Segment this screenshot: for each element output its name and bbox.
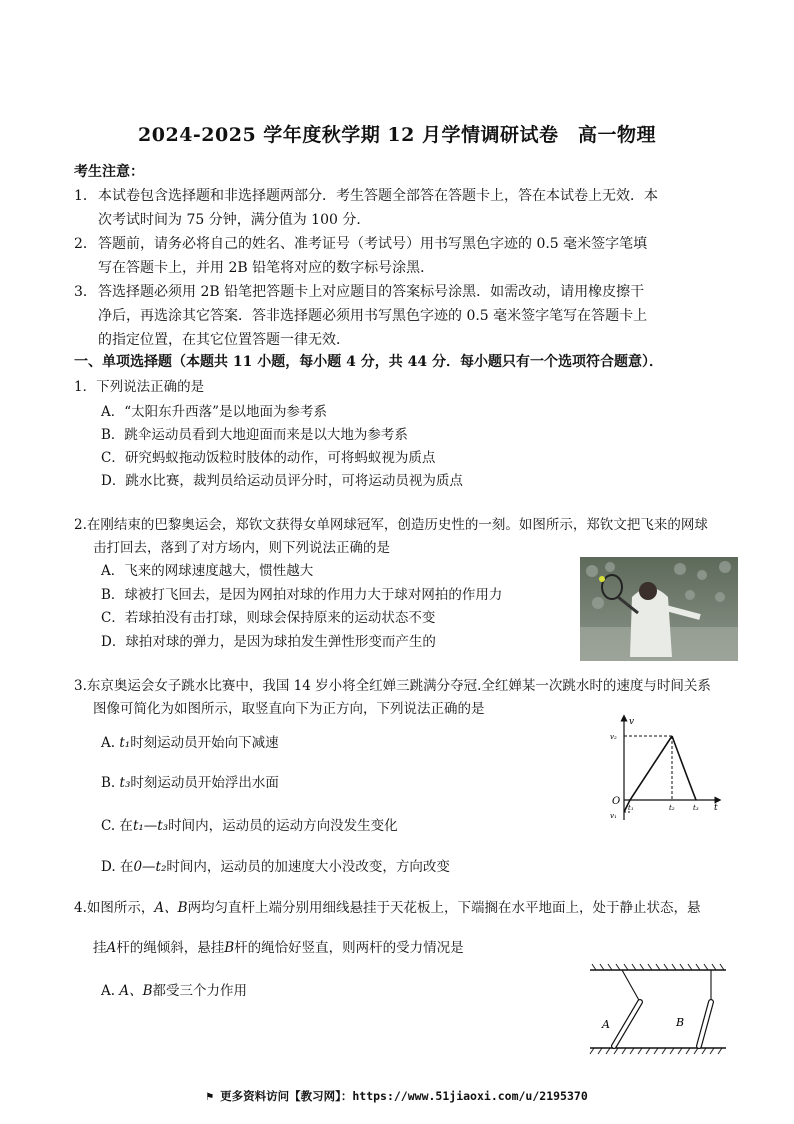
question-3-option-a bbox=[101, 731, 279, 751]
notice-line: 本试卷包含选择题和非选择题两部分．考生答题全部答在答题卡上，答在本试卷上无效．本 bbox=[98, 188, 658, 204]
t-label: t bbox=[714, 803, 718, 813]
question-3-option-d bbox=[101, 855, 450, 875]
math-symbol: A、B bbox=[154, 900, 188, 916]
notice-line: 次考试时间为 75 分钟，满分值为 100 分． bbox=[98, 212, 371, 228]
option-text: 时刻运动员开始向下减速 bbox=[130, 735, 279, 751]
option-letter: D. 在 bbox=[101, 859, 134, 875]
footer-text: 更多资料访问【教习网】：https://www.51jiaoxi.com/u/2195370 bbox=[220, 1089, 588, 1103]
option-letter: C. 在 bbox=[101, 818, 133, 834]
tennis-photo bbox=[580, 557, 738, 661]
option-letter: A. bbox=[101, 983, 116, 999]
stem-text: 4.如图所示， bbox=[74, 900, 155, 916]
math-symbol: t₁—t₃ bbox=[132, 818, 169, 834]
option-letter: A. bbox=[101, 735, 116, 751]
notice-item-2 bbox=[74, 232, 724, 280]
stem-text: 两均匀直杆上端分别用细线悬挂于天花板上，下端搁在水平地面上，处于静止状态，悬 bbox=[187, 900, 701, 916]
option-letter: B. bbox=[101, 775, 116, 791]
notice-line: 答选择题必须用 2B 铅笔把答题卡上对应题目的答案标号涂黑．如需改动，请用橡皮擦干 bbox=[98, 284, 645, 300]
hanging-rods-figure bbox=[586, 962, 732, 1058]
notice-line: 写在答题卡上，并用 2B 铅笔将对应的数字标号涂黑． bbox=[98, 260, 435, 276]
t1-label: t₁ bbox=[628, 804, 634, 812]
notice-line: 净后，再选涂其它答案．答非选择题必须用书写黑色字迹的 0.5 毫米签字笔写在答题卡上 bbox=[98, 308, 648, 324]
ground-hatching bbox=[590, 1048, 722, 1054]
question-4-stem bbox=[74, 896, 701, 916]
rod-b bbox=[699, 1002, 711, 1046]
rod-a-label: A bbox=[602, 1018, 610, 1031]
page-title: 2024-2025 学年度秋学期 12 月学情调研试卷 高一物理 bbox=[138, 124, 656, 146]
v2-label: v₂ bbox=[610, 733, 617, 741]
question-2-option-c: C．若球拍没有击打球，则球会保持原来的运动状态不变 bbox=[101, 610, 436, 626]
question-3-stem: 3.东京奥运会女子跳水比赛中，我国 14 岁小将全红婵三跳满分夺冠.全红婵某一次跳水时的速度与时间关系 bbox=[74, 678, 711, 694]
stem-text: 杆的绳恰好竖直，则两杆的受力情况是 bbox=[234, 940, 464, 956]
question-1-option-c: C．研究蚂蚁拖动饭粒时肢体的动作，可将蚂蚁视为质点 bbox=[101, 450, 436, 466]
math-symbol: t₃ bbox=[119, 775, 131, 791]
rope-a bbox=[622, 970, 640, 1002]
v-label: v bbox=[629, 717, 635, 727]
question-3-stem: 图像可简化为如图所示，取竖直向下为正方向，下列说法正确的是 bbox=[93, 701, 485, 717]
question-4-option-a bbox=[101, 979, 247, 999]
math-symbol: t₁ bbox=[119, 735, 131, 751]
option-text: 时刻运动员开始浮出水面 bbox=[130, 775, 279, 791]
math-symbol: B bbox=[224, 940, 235, 956]
notice-item-1 bbox=[74, 184, 724, 232]
question-2-option-a: A．飞来的网球速度越大，惯性越大 bbox=[101, 563, 314, 579]
origin-label: O bbox=[612, 796, 621, 807]
ceiling-hatching bbox=[592, 964, 724, 970]
notice-heading: 考生注意： bbox=[74, 164, 144, 180]
question-2-option-b: B．球被打飞回去，是因为网拍对球的作用力大于球对网拍的作用力 bbox=[101, 587, 503, 603]
tennis-player-image bbox=[580, 557, 738, 661]
question-3-option-b bbox=[101, 771, 279, 791]
question-2-option-d: D．球拍对球的弹力，是因为球拍发生弹性形变而产生的 bbox=[101, 634, 436, 650]
t2-label: t₂ bbox=[669, 804, 675, 812]
stem-text: 杆的绳倾斜，悬挂 bbox=[116, 940, 225, 956]
question-1-option-a: A．“太阳东升西落”是以地面为参考系 bbox=[101, 404, 328, 420]
question-2-stem: 击打回去，落到了对方场内，则下列说法正确的是 bbox=[93, 540, 390, 556]
rod-a bbox=[614, 1002, 640, 1046]
stem-text: 挂 bbox=[93, 940, 107, 956]
section-heading: 一、单项选择题（本题共 11 小题，每小题 4 分，共 44 分．每小题只有一个选项符合题意）． bbox=[74, 354, 663, 370]
notice-line: 答题前，请务必将自己的姓名、准考证号（考试号）用书写黑色字迹的 0.5 毫米签字笔填 bbox=[98, 236, 648, 252]
option-text: 时间内，运动员的运动方向没发生变化 bbox=[168, 818, 398, 834]
math-symbol: A、B bbox=[119, 983, 153, 999]
question-3-option-c bbox=[101, 814, 398, 834]
question-1-option-b: B．跳伞运动员看到大地迎面而来是以大地为参考系 bbox=[101, 427, 408, 443]
notice-item-3 bbox=[74, 280, 724, 352]
footer-link[interactable] bbox=[0, 1088, 794, 1104]
question-1-option-d: D．跳水比赛，裁判员给运动员评分时，可将运动员视为质点 bbox=[101, 473, 463, 489]
math-symbol: A bbox=[106, 940, 117, 956]
option-text: 时间内，运动员的加速度大小没改变，方向改变 bbox=[166, 859, 450, 875]
velocity-time-graph bbox=[608, 712, 726, 824]
notice-num: 1． bbox=[74, 188, 97, 204]
math-symbol: 0—t₂ bbox=[133, 859, 167, 875]
v1-label: v₁ bbox=[610, 812, 617, 820]
falling-line bbox=[672, 736, 696, 800]
option-text: 都受三个力作用 bbox=[152, 983, 248, 999]
rod-b-label: B bbox=[676, 1016, 685, 1029]
notice-num: 3． bbox=[74, 284, 97, 300]
notice-line: 的指定位置，在其它位置答题一律无效． bbox=[98, 332, 350, 348]
question-4-stem bbox=[93, 936, 464, 956]
flag-icon: ⚑ bbox=[206, 1089, 221, 1103]
question-1-stem: 1．下列说法正确的是 bbox=[74, 379, 205, 395]
t3-label: t₃ bbox=[693, 804, 699, 812]
notice-num: 2． bbox=[74, 236, 97, 252]
question-2-stem: 2.在刚结束的巴黎奥运会，郑钦文获得女单网球冠军，创造历史性的一刻。如图所示，郑钦文把飞来的网球 bbox=[74, 517, 708, 533]
